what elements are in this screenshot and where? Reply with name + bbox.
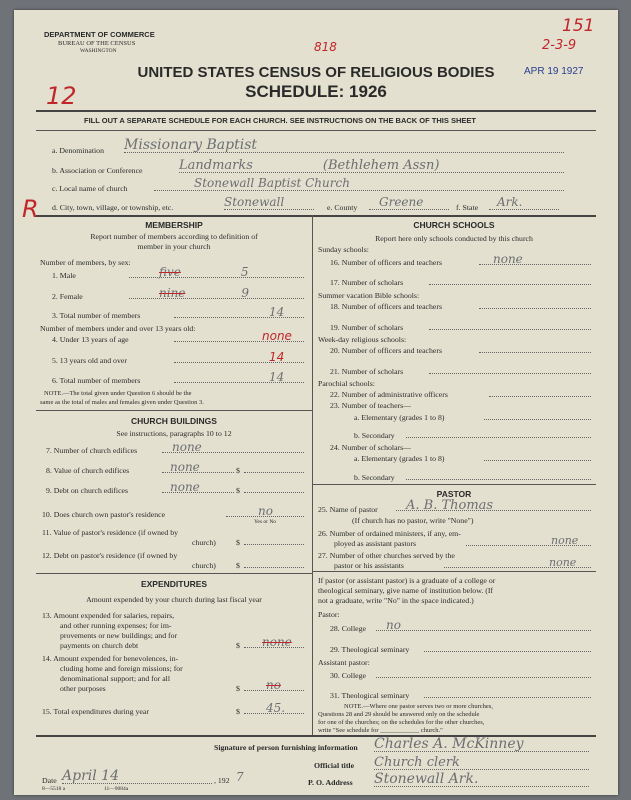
q28-field[interactable]: no xyxy=(376,616,591,631)
q25-field[interactable]: A. B. Thomas xyxy=(396,496,591,511)
q15-label: 15. Total expenditures during year xyxy=(42,707,149,716)
po-address-label: P. O. Address xyxy=(308,778,353,787)
q27-label-b: pastor or his assistants xyxy=(334,561,404,570)
membership-sub2: member in your church xyxy=(137,242,211,251)
census-form-sheet xyxy=(14,10,618,795)
year-label: , 192 xyxy=(214,776,230,785)
q4-field[interactable]: none xyxy=(174,327,304,342)
q3-field[interactable]: 14 xyxy=(174,303,304,318)
q17-field[interactable] xyxy=(429,270,591,285)
date-label: Date xyxy=(42,776,57,785)
yes-no-hint: Yes or No xyxy=(254,519,277,525)
q14-label-d: other purposes xyxy=(60,684,106,693)
expenditures-heading: EXPENDITURES xyxy=(140,579,208,589)
year-digit: 7 xyxy=(236,770,244,784)
q24-label: 24. Number of scholars— xyxy=(330,443,411,452)
q14-amount-field[interactable]: no xyxy=(244,676,304,691)
assistant-pastor-label: Assistant pastor: xyxy=(318,658,370,667)
po-address-field[interactable]: Stonewall Ark. xyxy=(374,770,589,787)
q28-label: 28. College xyxy=(330,624,366,633)
graduate-note-2: theological seminary, give name of institution below. (If xyxy=(318,586,494,595)
county-field[interactable]: Greene xyxy=(369,193,449,210)
by-sex-label: Number of members, by sex: xyxy=(40,258,131,267)
q11-amount-field[interactable] xyxy=(244,530,304,545)
q29-label: 29. Theological seminary xyxy=(330,645,410,654)
q29-field[interactable] xyxy=(424,637,591,652)
q30-field[interactable] xyxy=(376,663,591,678)
q14-label-c: denominational support; and for all xyxy=(60,674,170,683)
schedule-title: SCHEDULE: 1926 xyxy=(245,82,387,101)
q12-dollar: $ xyxy=(236,561,240,570)
pastor-note-4: write "See schedule for ____________ church." xyxy=(318,727,443,734)
q16-label: 16. Number of officers and teachers xyxy=(330,258,443,267)
q9-label: 9. Debt on church edifices xyxy=(46,486,129,495)
q23a-field[interactable] xyxy=(484,405,591,420)
expenditures-sub: Amount expended by your church during last fiscal year xyxy=(86,595,262,604)
pastor-note-1: NOTE.—Where one pastor serves two or more churches, xyxy=(344,703,493,710)
q6-label: 6. Total number of members xyxy=(52,376,141,385)
q17-label: 17. Number of scholars xyxy=(330,278,404,287)
q2-field[interactable]: nine 9 xyxy=(129,284,304,299)
state-label: f. State xyxy=(456,203,479,212)
received-date-stamp: APR 19 1927 xyxy=(524,66,584,77)
q15-dollar: $ xyxy=(236,707,240,716)
q9-amount-field[interactable] xyxy=(244,478,304,493)
instruction-line: FILL OUT A SEPARATE SCHEDULE FOR EACH CHURCH. SEE INSTRUCTIONS ON THE BACK OF THIS SHEET xyxy=(84,116,476,125)
q13-label-b: and other running expenses; for im- xyxy=(60,621,172,630)
q8-dollar: $ xyxy=(236,466,240,475)
date-field[interactable]: April 14 xyxy=(62,767,212,784)
handwritten-12: 12 xyxy=(46,82,77,110)
q27-field[interactable]: none xyxy=(444,553,591,568)
q19-label: 19. Number of scholars xyxy=(330,323,404,332)
q30-label: 30. College xyxy=(330,671,366,680)
form-number: 8—5518 a xyxy=(42,786,66,792)
q21-label: 21. Number of scholars xyxy=(330,367,404,376)
church-name-field[interactable]: Stonewall Baptist Church xyxy=(154,174,564,191)
q31-label: 31. Theological seminary xyxy=(330,691,410,700)
q26-label-a: 26. Number of ordained ministers, if any, em- xyxy=(318,529,461,538)
q21-field[interactable] xyxy=(429,359,591,374)
q24a-label: a. Elementary (grades 1 to 8) xyxy=(354,454,445,463)
q10-field[interactable]: no xyxy=(226,502,304,517)
q13-amount-field[interactable]: none xyxy=(244,633,304,648)
q13-label-a: 13. Amount expended for salaries, repairs, xyxy=(42,611,175,620)
signature-field[interactable]: Charles A. McKinney xyxy=(374,735,589,752)
schools-heading: CHURCH SCHOOLS xyxy=(413,220,495,230)
q9-dollar: $ xyxy=(236,486,240,495)
membership-heading: MEMBERSHIP xyxy=(145,220,203,230)
handwritten-239: 2-3-9 xyxy=(542,38,577,53)
official-title-label: Official title xyxy=(314,761,355,770)
q23b-field[interactable] xyxy=(406,423,591,438)
q23-label: 23. Number of teachers— xyxy=(330,401,411,410)
q11-label-b: church) xyxy=(192,538,216,547)
membership-note1: NOTE.—The total given under Question 6 should be the xyxy=(44,390,192,397)
buildings-heading: CHURCH BUILDINGS xyxy=(131,416,217,426)
form-title: UNITED STATES CENSUS OF RELIGIOUS BODIES xyxy=(137,64,495,81)
signature-label: Signature of person furnishing information xyxy=(214,743,358,752)
handwritten-top-number: 818 xyxy=(314,40,337,54)
q13-label-c: provements or new buildings; and for xyxy=(60,631,178,640)
q22-label: 22. Number of administrative officers xyxy=(330,390,448,399)
q27-label-a: 27. Number of other churches served by the xyxy=(318,551,455,560)
city-label: WASHINGTON xyxy=(80,48,117,54)
q18-label: 18. Number of officers and teachers xyxy=(330,302,443,311)
pastor-note-2: Questions 28 and 29 should be answered only on the schedule xyxy=(318,711,480,718)
church-name-label: c. Local name of church xyxy=(52,184,128,193)
q31-field[interactable] xyxy=(424,683,591,698)
denomination-field[interactable]: Missionary Baptist xyxy=(124,136,564,153)
q8-field[interactable]: none xyxy=(162,458,234,473)
q7-field[interactable]: none xyxy=(162,438,304,453)
buildings-sub: See instructions, paragraphs 10 to 12 xyxy=(116,429,232,438)
q12-amount-field[interactable] xyxy=(244,553,304,568)
q11-dollar: $ xyxy=(236,538,240,547)
age-heading: Number of members under and over 13 years old: xyxy=(40,324,196,333)
weekday-label: Week-day religious schools: xyxy=(318,335,407,344)
q22-field[interactable] xyxy=(489,382,591,397)
q24a-field[interactable] xyxy=(484,446,591,461)
county-label: e. County xyxy=(327,203,358,212)
q16-field[interactable]: none xyxy=(479,250,591,265)
department-label: DEPARTMENT OF COMMERCE xyxy=(44,30,155,39)
handwritten-151: 151 xyxy=(562,16,595,36)
q4-label: 4. Under 13 years of age xyxy=(52,335,129,344)
pastor-note-3: for one of the churches; on the schedules for the other churches, xyxy=(318,719,485,726)
official-title-field[interactable]: Church clerk xyxy=(374,753,589,770)
membership-sub1: Report number of members according to definition of xyxy=(90,232,258,241)
q24b-label: b. Secondary xyxy=(354,473,395,482)
q13-dollar: $ xyxy=(236,641,240,650)
q15-amount-field[interactable]: 45. xyxy=(244,699,304,714)
schools-sub: Report here only schools conducted by this church xyxy=(375,234,533,243)
city-town-field[interactable]: Stonewall xyxy=(224,193,314,210)
handwritten-r: R xyxy=(22,195,39,223)
parochial-label: Parochial schools: xyxy=(318,379,375,388)
q3-label: 3. Total number of members xyxy=(52,311,141,320)
q5-field[interactable]: 14 xyxy=(174,348,304,363)
q25-label: 25. Name of pastor xyxy=(318,505,378,514)
pastor-sub-label: Pastor: xyxy=(318,610,340,619)
q25-note: (If church has no pastor, write "None") xyxy=(352,516,474,525)
q19-field[interactable] xyxy=(429,315,591,330)
bureau-label: BUREAU OF THE CENSUS xyxy=(58,40,136,47)
q18-field[interactable] xyxy=(479,294,591,309)
graduate-note-1: If pastor (or assistant pastor) is a graduate of a college or xyxy=(318,576,496,585)
q14-label-a: 14. Amount expended for benevolences, in- xyxy=(42,654,179,663)
q12-label-b: church) xyxy=(192,561,216,570)
q20-label: 20. Number of officers and teachers xyxy=(330,346,443,355)
pastor-heading: PASTOR xyxy=(436,489,472,499)
q26-field[interactable]: none xyxy=(466,531,591,546)
q12-label-a: 12. Debt on pastor's residence (if owned by xyxy=(42,551,178,560)
form-number-2: 11—9084a xyxy=(104,786,129,792)
membership-note2: same as the total of males and females given under Question 3. xyxy=(40,399,204,406)
q13-label-d: payments on church debt xyxy=(60,641,139,650)
q8-label: 8. Value of church edifices xyxy=(46,466,130,475)
q26-label-b: ployed as assistant pastors xyxy=(334,539,417,548)
city-town-label: d. City, town, village, or township, etc. xyxy=(52,203,174,212)
q14-dollar: $ xyxy=(236,684,240,693)
q8-amount-field[interactable] xyxy=(244,458,304,473)
sunday-label: Sunday schools: xyxy=(318,245,369,254)
q20-field[interactable] xyxy=(479,338,591,353)
q5-label: 5. 13 years old and over xyxy=(52,356,127,365)
summer-label: Summer vacation Bible schools: xyxy=(318,291,420,300)
q11-label-a: 11. Value of pastor's residence (if owned by xyxy=(42,528,179,537)
q24b-field[interactable] xyxy=(406,465,591,480)
q10-label: 10. Does church own pastor's residence xyxy=(42,510,166,519)
q6-field[interactable]: 14 xyxy=(174,368,304,383)
q14-label-b: cluding home and foreign missions; for xyxy=(60,664,183,673)
q23b-label: b. Secondary xyxy=(354,431,395,440)
state-field[interactable]: Ark. xyxy=(489,193,559,210)
q23a-label: a. Elementary (grades 1 to 8) xyxy=(354,413,445,422)
q7-label: 7. Number of church edifices xyxy=(46,446,138,455)
denomination-label: a. Denomination xyxy=(52,146,104,155)
q1-field[interactable]: five 5 xyxy=(129,263,304,278)
q9-field[interactable]: none xyxy=(162,478,234,493)
association-label: b. Association or Conference xyxy=(52,166,143,175)
q2-label: 2. Female xyxy=(52,292,83,301)
q1-label: 1. Male xyxy=(52,271,76,280)
graduate-note-3: not a graduate, write "No" in the space indicated.) xyxy=(318,596,474,605)
association-field[interactable]: Landmarks (Bethlehem Assn) xyxy=(179,156,564,173)
